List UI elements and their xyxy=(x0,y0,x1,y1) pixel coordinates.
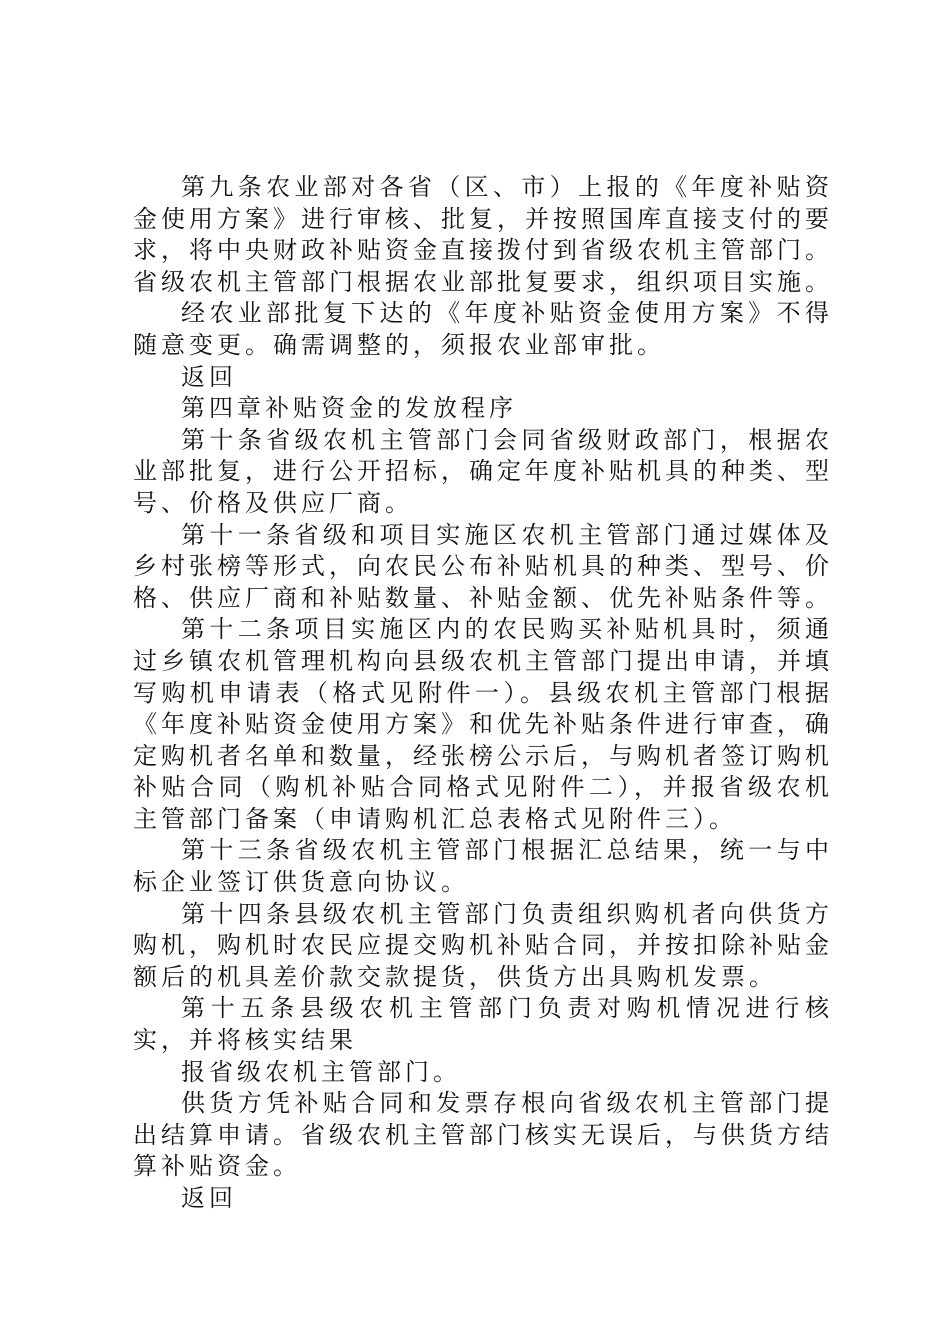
article-11-paragraph: 第十一条省级和项目实施区农机主管部门通过媒体及乡村张榜等形式，向农民公布补贴机具的种类、型号、价格、供应厂商和补贴数量、补贴金额、优先补贴条件等。 xyxy=(133,520,833,612)
back-link[interactable] xyxy=(133,362,833,394)
article-15-paragraph: 第十五条县级农机主管部门负责对购机情况进行核实，并将核实结果 xyxy=(133,994,833,1055)
article-9-amendment-paragraph: 经农业部批复下达的《年度补贴资金使用方案》不得随意变更。确需调整的，须报农业部审批。 xyxy=(133,299,833,359)
article-12-paragraph: 第十二条项目实施区内的农民购买补贴机具时，须通过乡镇农机管理机构向县级农机主管部门提出申请，并填写购机申请表（格式见附件一）。县级农机主管部门根据《年度补贴资金使用方案》和优先补贴条件进行审查，确定购机者名单和数量，经张榜公示后，与购机者签订购机补贴合同（购机补贴合同格式见附件二），并报省级农机主管部门备案（申请购机汇总表格式见附件三）。 xyxy=(133,615,833,833)
article-13-paragraph: 第十三条省级农机主管部门根据汇总结果，统一与中标企业签订供货意向协议。 xyxy=(133,836,833,897)
chapter-title: 第四章补贴资金的发放程序 xyxy=(181,394,517,423)
settlement-paragraph: 供货方凭补贴合同和发票存根向省级农机主管部门提出结算申请。省级农机主管部门核实无误后，与供货方结算补贴资金。 xyxy=(133,1089,833,1181)
article-15-continuation: 报省级农机主管部门。 xyxy=(181,1057,461,1086)
document-page xyxy=(133,172,833,1215)
back-link-bottom[interactable] xyxy=(133,1183,833,1215)
back-link-bottom-text[interactable]: 返回 xyxy=(181,1184,237,1212)
article-9-paragraph: 第九条农业部对各省（区、市）上报的《年度补贴资金使用方案》进行审核、批复，并按照国库直接支付的要求，将中央财政补贴资金直接拨付到省级农机主管部门。省级农机主管部门根据农业部批复要求，组织项目实施。 xyxy=(133,173,833,296)
article-10-paragraph: 第十条省级农机主管部门会同省级财政部门，根据农业部批复，进行公开招标，确定年度补贴机具的种类、型号、价格及供应厂商。 xyxy=(133,425,833,517)
back-link-text[interactable]: 返回 xyxy=(181,362,237,391)
article-14-paragraph: 第十四条县级农机主管部门负责组织购机者向供货方购机，购机时农民应提交购机补贴合同，并按扣除补贴金额后的机具差价款交款提货，供货方出具购机发票。 xyxy=(133,899,833,991)
